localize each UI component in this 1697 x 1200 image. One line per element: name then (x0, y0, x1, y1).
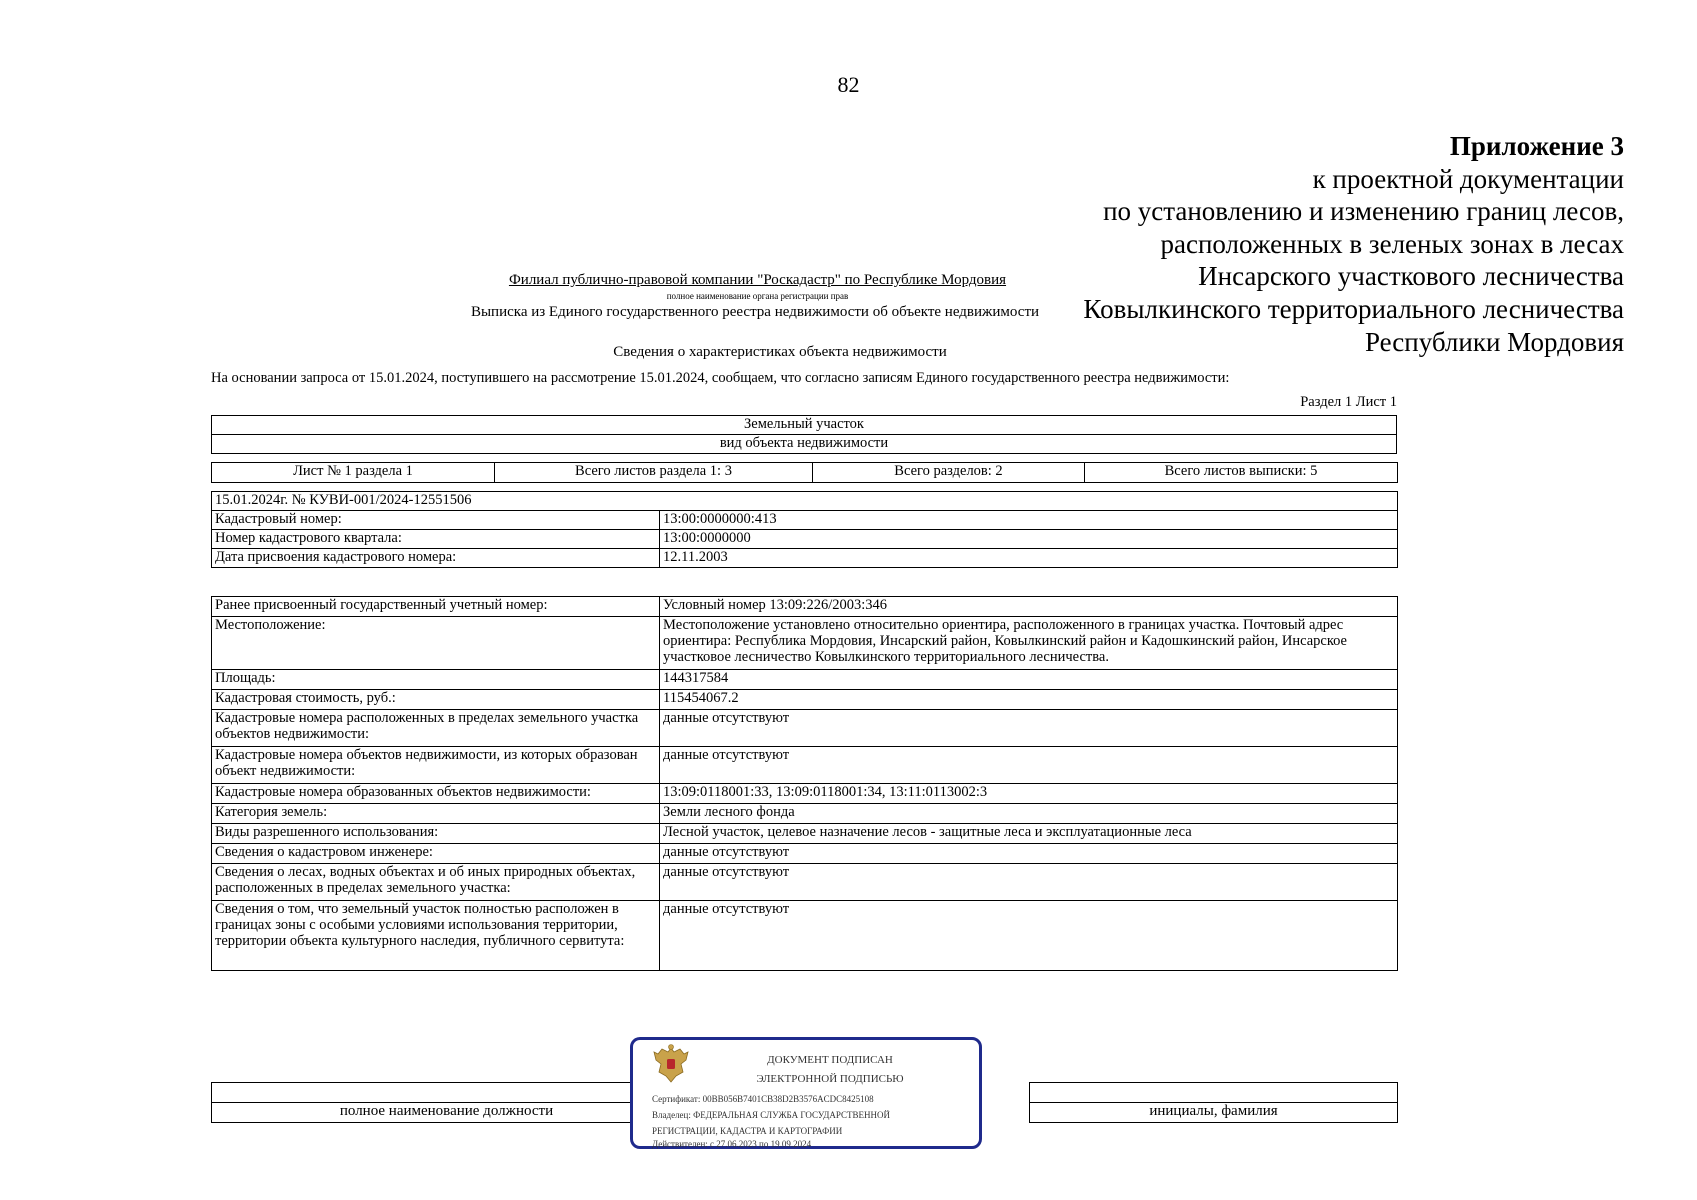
appendix-line: Инсарского участкового лесничества (1198, 261, 1624, 292)
table-row (212, 824, 1398, 844)
row-label: Сведения о кадастровом инженере: (212, 844, 660, 864)
object-type-caption: вид объекта недвижимости (212, 435, 1397, 454)
table-row (212, 670, 1398, 690)
row-value: 12.11.2003 (660, 549, 1398, 568)
row-label: Номер кадастрового квартала: (212, 530, 660, 549)
table-row (212, 844, 1398, 864)
sheet-number: Лист № 1 раздела 1 (212, 463, 495, 483)
appendix-block (1083, 130, 1624, 358)
row-value: 13:09:0118001:33, 13:09:0118001:34, 13:11:0113002:3 (660, 784, 1398, 804)
row-label: Категория земель: (212, 804, 660, 824)
row-value: 115454067.2 (660, 690, 1398, 710)
name-caption: инициалы, фамилия (1030, 1103, 1398, 1123)
characteristics-table (211, 596, 1398, 971)
appendix-line: по установлению и изменению границ лесов, (1103, 196, 1624, 227)
row-label: Ранее присвоенный государственный учетный номер: (212, 597, 660, 617)
position-caption: полное наименование должности (212, 1103, 682, 1123)
row-value: Местоположение установлено относительно ориентира, расположенного в границах участка. Почтовый адрес ориентира: Республика Мордовия, Инсарский район, Ковылкинский район и Кадошкинский район, Инсарское участковое лесничество Ковылкинского территориального лесничества. (660, 617, 1398, 670)
registration-table (211, 491, 1398, 568)
sheets-table (211, 462, 1398, 483)
table-row (212, 690, 1398, 710)
stamp-title-line2: ЭЛЕКТРОННОЙ ПОДПИСЬЮ (756, 1073, 904, 1085)
row-label: Дата присвоения кадастрового номера: (212, 549, 660, 568)
appendix-line: Республики Мордовия (1364, 326, 1624, 357)
extract-title: Выписка из Единого государственного реестра недвижимости об объекте недвижимости (470, 304, 1040, 320)
table-row (212, 864, 1398, 901)
table-row (212, 617, 1398, 670)
row-value: 144317584 (660, 670, 1398, 690)
total-sections: Всего разделов: 2 (813, 463, 1085, 483)
name-field (1030, 1083, 1398, 1103)
row-label: Площадь: (212, 670, 660, 690)
object-type-table (211, 415, 1397, 454)
registration-date-number: 15.01.2024г. № КУВИ-001/2024-12551506 (212, 492, 1398, 511)
table-row (212, 597, 1398, 617)
row-label: Виды разрешенного использования: (212, 824, 660, 844)
stamp-owner-line2: РЕГИСТРАЦИИ, КАДАСТРА И КАРТОГРАФИИ (652, 1126, 843, 1136)
appendix-line: к проектной документации (1312, 163, 1624, 194)
row-label: Сведения о лесах, водных объектах и об иных природных объектах, расположенных в пределах земельного участка: (212, 864, 660, 901)
row-label: Кадастровые номера объектов недвижимости, из которых образован объект недвижимости: (212, 747, 660, 784)
intro-text: На основании запроса от 15.01.2024, поступившего на рассмотрение 15.01.2024, сообщаем, что согласно записям Единого государственного реестра недвижимости: (211, 370, 1230, 386)
appendix-line: Ковылкинского территориального лесничества (1083, 293, 1624, 324)
row-value: 13:00:0000000:413 (660, 511, 1398, 530)
info-title: Сведения о характеристиках объекта недвижимости (613, 344, 947, 360)
table-row (212, 710, 1398, 747)
row-value: данные отсутствуют (660, 864, 1398, 901)
double-headed-eagle-icon (650, 1042, 692, 1084)
stamp-owner-line1: Владелец: ФЕДЕРАЛЬНАЯ СЛУЖБА ГОСУДАРСТВЕННОЙ (652, 1110, 891, 1120)
stamp-certificate: Сертификат: 00BB056B7401CB38D2B3576ACDC8425108 (652, 1094, 874, 1104)
page-number: 82 (837, 72, 860, 97)
stamp-validity: Действителен: с 27.06.2023 по 19.09.2024 (652, 1139, 812, 1149)
row-label: Кадастровая стоимость, руб.: (212, 690, 660, 710)
row-value: данные отсутствуют (660, 901, 1398, 971)
row-label: Кадастровый номер: (212, 511, 660, 530)
table-row (212, 804, 1398, 824)
table-row (212, 784, 1398, 804)
row-value: данные отсутствуют (660, 710, 1398, 747)
row-value: данные отсутствуют (660, 844, 1398, 864)
appendix-title: Приложение 3 (1449, 131, 1624, 161)
row-value: Земли лесного фонда (660, 804, 1398, 824)
row-label: Кадастровые номера расположенных в пределах земельного участка объектов недвижимости: (212, 710, 660, 747)
row-value: данные отсутствуют (660, 747, 1398, 784)
table-row (212, 901, 1398, 971)
row-value: Лесной участок, целевое назначение лесов - защитные леса и эксплуатационные леса (660, 824, 1398, 844)
row-label: Местоположение: (212, 617, 660, 670)
table-row (212, 747, 1398, 784)
total-section-sheets: Всего листов раздела 1: 3 (495, 463, 813, 483)
organization-caption: полное наименование органа регистрации прав (666, 291, 849, 301)
row-label: Кадастровые номера образованных объектов недвижимости: (212, 784, 660, 804)
row-label: Сведения о том, что земельный участок полностью расположен в границах зоны с особыми условиями использования территории, территории объекта культурного наследия, публичного сервитута: (212, 901, 660, 971)
section-reference: Раздел 1 Лист 1 (1300, 394, 1397, 410)
organization-name: Филиал публично-правовой компании "Роскадастр" по Республике Мордовия (508, 272, 1007, 288)
stamp-title-line1: ДОКУМЕНТ ПОДПИСАН (767, 1054, 893, 1066)
position-field (212, 1083, 682, 1103)
object-type-value: Земельный участок (212, 416, 1397, 435)
row-value: Условный номер 13:09:226/2003:346 (660, 597, 1398, 617)
total-extract-sheets: Всего листов выписки: 5 (1085, 463, 1398, 483)
appendix-line: расположенных в зеленых зонах в лесах (1160, 228, 1624, 259)
row-value: 13:00:0000000 (660, 530, 1398, 549)
